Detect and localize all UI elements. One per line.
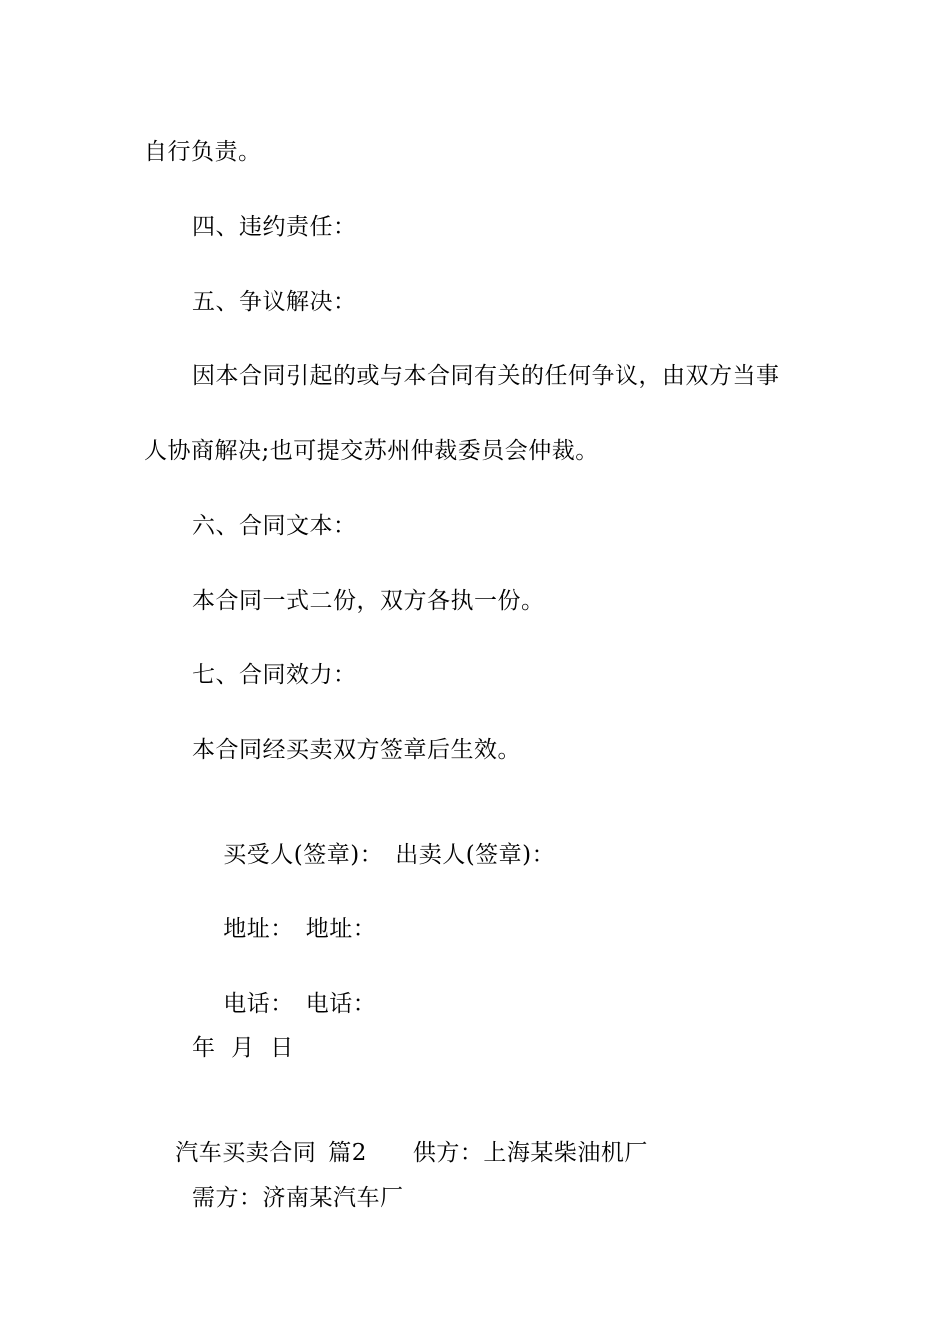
section2-part: 篇2	[328, 1140, 367, 1166]
text-line: 自行负责。	[144, 139, 262, 165]
section2-title: 汽车买卖合同	[175, 1140, 317, 1166]
section-heading-effect: 七、合同效力：	[192, 662, 357, 688]
date-line: 年 月 日	[192, 1035, 294, 1061]
address-label-a: 地址：	[223, 916, 294, 942]
text-line: 本合同经买卖双方签章后生效。	[192, 737, 521, 763]
address-label-b: 地址：	[305, 916, 377, 942]
text-line: 因本合同引起的或与本合同有关的任何争议，由双方当事	[192, 363, 780, 389]
text-line: 人协商解决;也可提交苏州仲裁委员会仲裁。	[144, 438, 599, 464]
supplier-line: 供方：上海某柴油机厂	[412, 1140, 648, 1166]
section-heading-dispute: 五、争议解决：	[192, 289, 357, 315]
seller-signature-label: 出卖人(签章)：	[395, 842, 556, 868]
demander-line: 需方：济南某汽车厂	[192, 1185, 404, 1211]
buyer-signature-label: 买受人(签章)：	[223, 842, 384, 868]
phone-label-b: 电话：	[305, 991, 377, 1017]
section-heading-breach: 四、违约责任：	[192, 214, 357, 240]
text-line: 本合同一式二份，双方各执一份。	[192, 588, 545, 614]
phone-label-a: 电话：	[223, 991, 294, 1017]
section-heading-text: 六、合同文本：	[192, 513, 357, 539]
